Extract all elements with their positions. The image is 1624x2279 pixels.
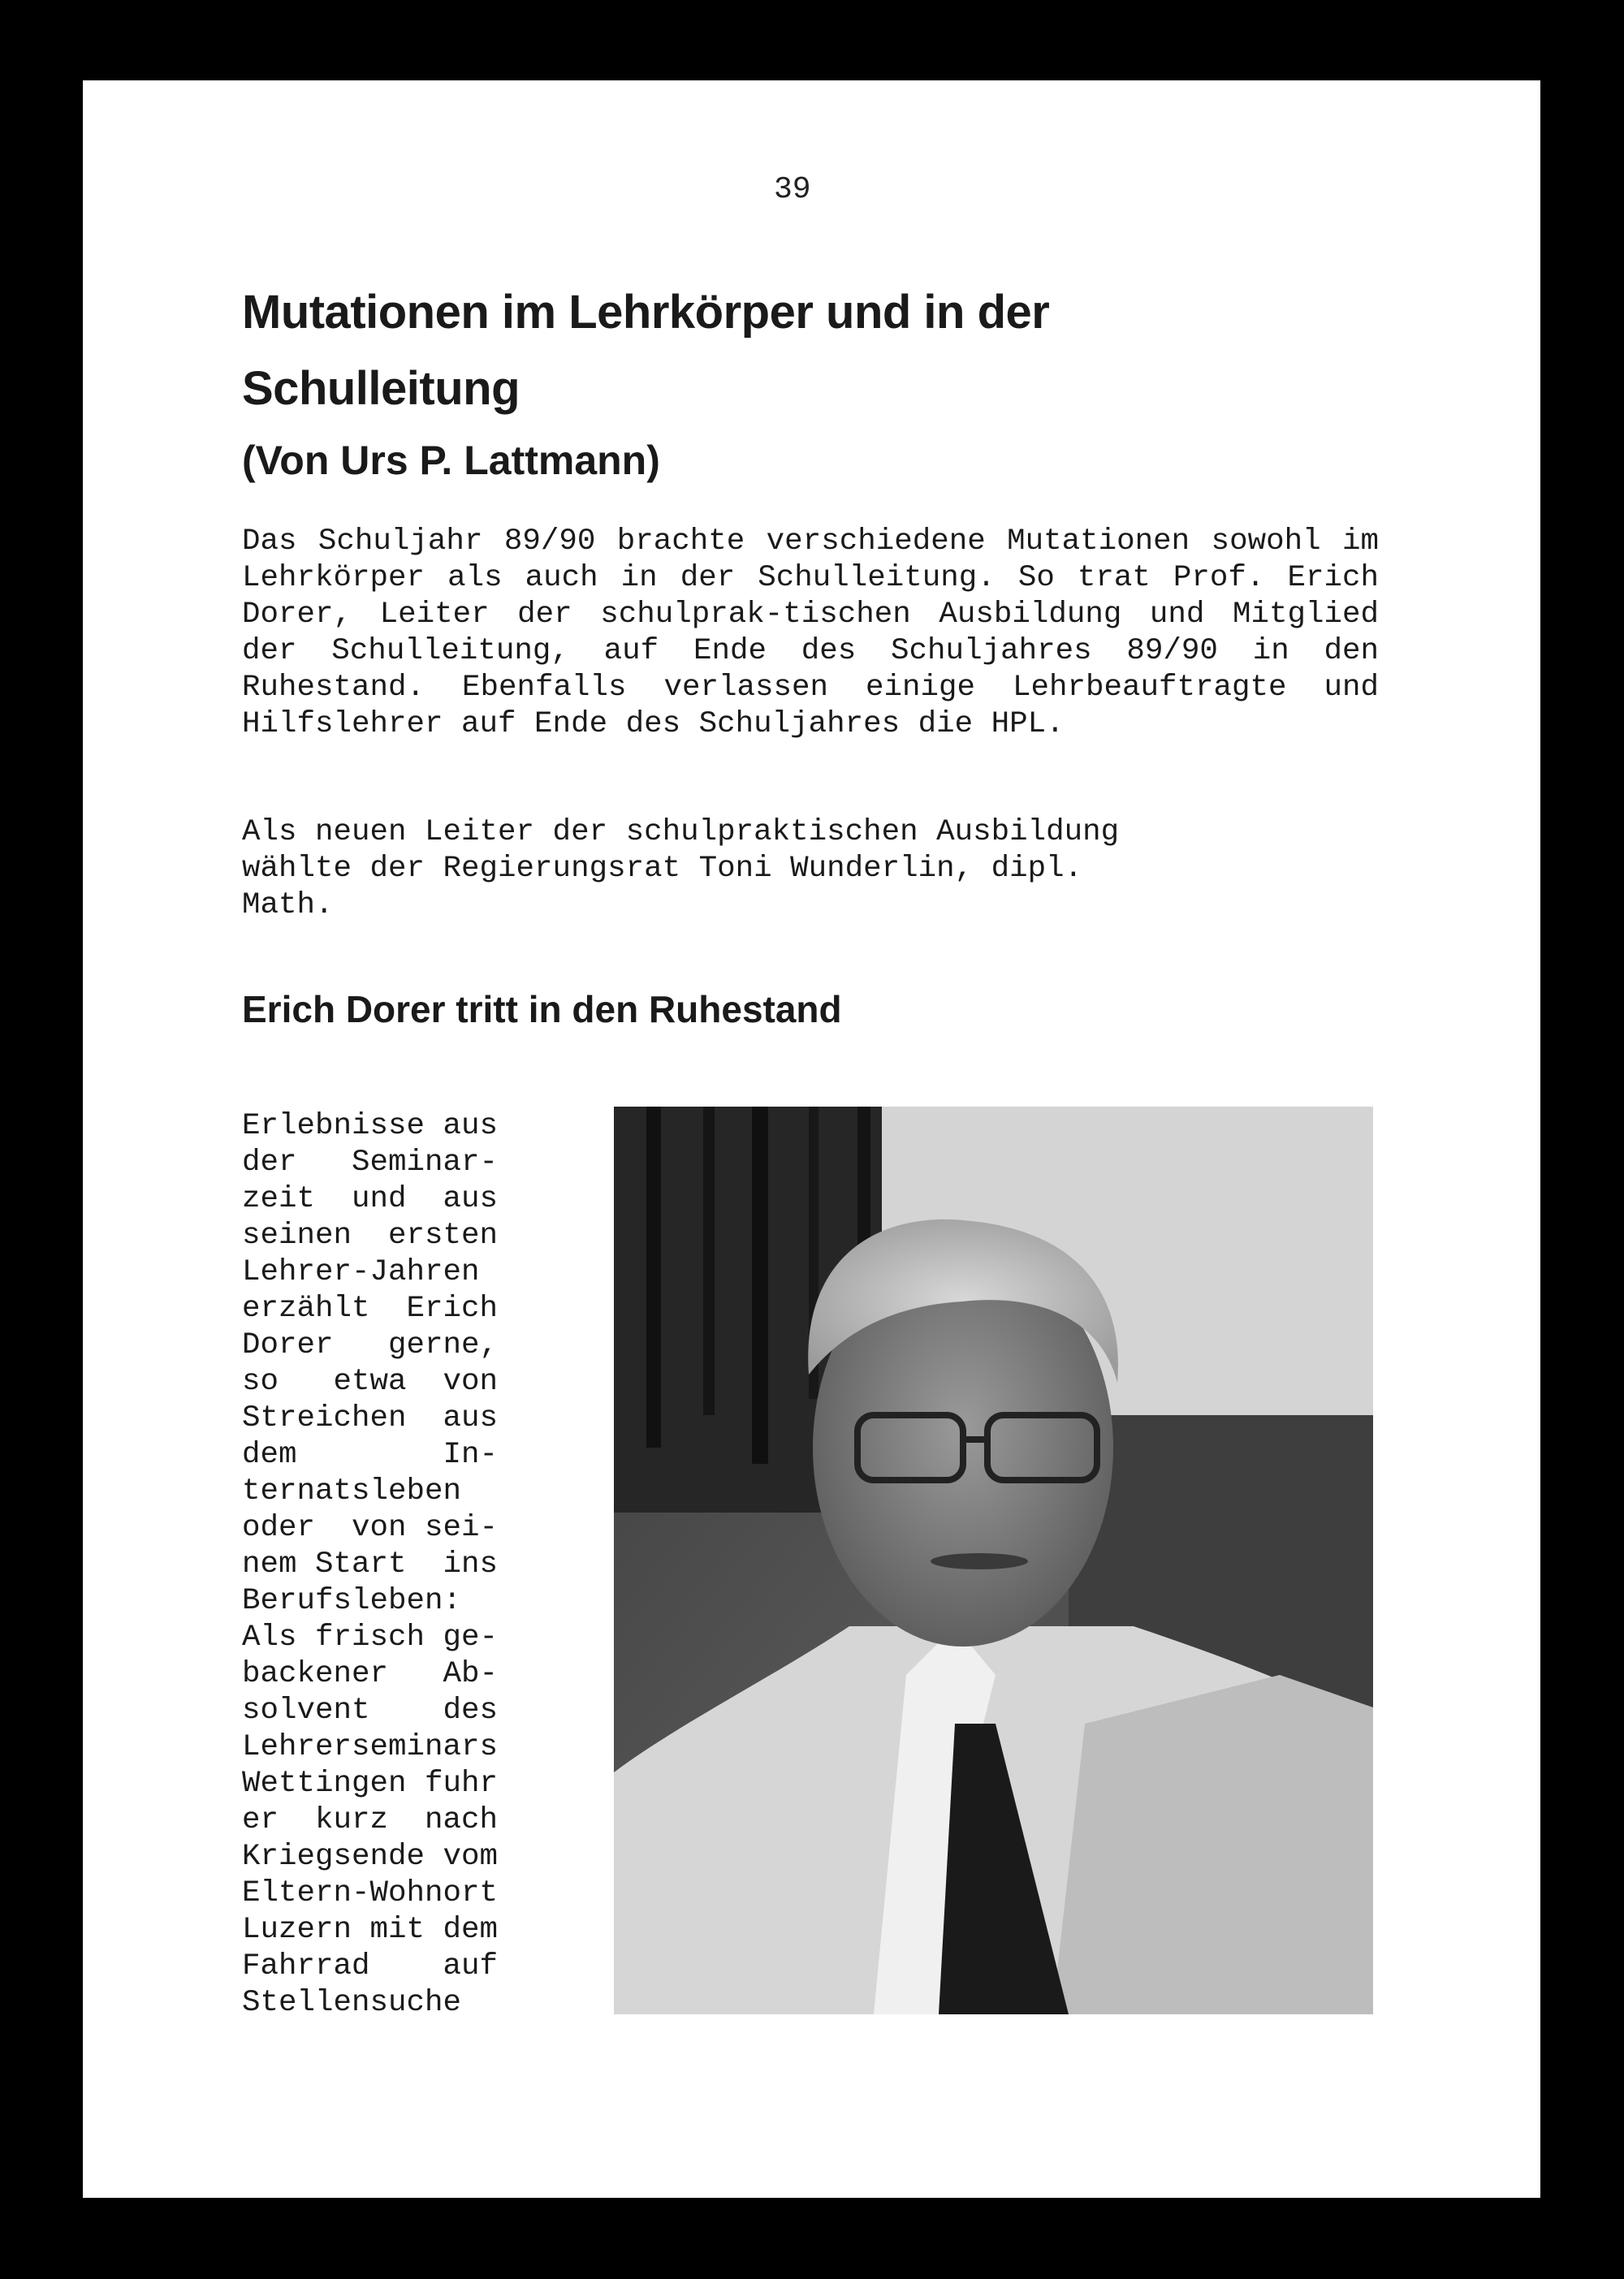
intro-paragraph: Das Schuljahr 89/90 brachte verschiedene Mutationen sowohl im Lehrkörper als auch in der Schulleitung. So trat Prof. Erich Dorer, Leiter der schulprak-tischen Ausbildung und Mitglied der Schulleitung, auf Ende des Schuljahres 89/90 in den Ruhestand. Ebenfalls verlassen einige Lehrbeauftragte und Hilfslehrer auf Ende des Schuljahres die HPL. <box>242 524 1379 741</box>
column-text: Erlebnisse aus der Seminar- zeit und aus seinen ersten Lehrer-Jahren erzählt Erich Dorer gerne, so etwa von Streichen aus dem In- ternatsleben oder von sei- nem Start ins Berufsleben: Als frisch ge- backener Ab- solvent des Lehrerseminars Wettingen fuhr er kurz nach Kriegsende vom Eltern-Wohnort Luzern mit dem Fahrrad auf Stellensuche <box>242 1109 499 2020</box>
portrait-illustration <box>614 1107 1373 2014</box>
portrait-photo <box>614 1107 1373 2014</box>
page-number: 39 <box>774 172 811 207</box>
section-heading: Erich Dorer tritt in den Ruhestand <box>242 988 842 1030</box>
article-author: (Von Urs P. Lattmann) <box>242 438 660 483</box>
second-paragraph: Als neuen Leiter der schulpraktischen Ausbildung wählte der Regierungsrat Toni Wunderlin, dipl. Math. <box>242 815 1120 922</box>
article-title: Mutationen im Lehrkörper und in der Schulleitung <box>242 286 1050 415</box>
